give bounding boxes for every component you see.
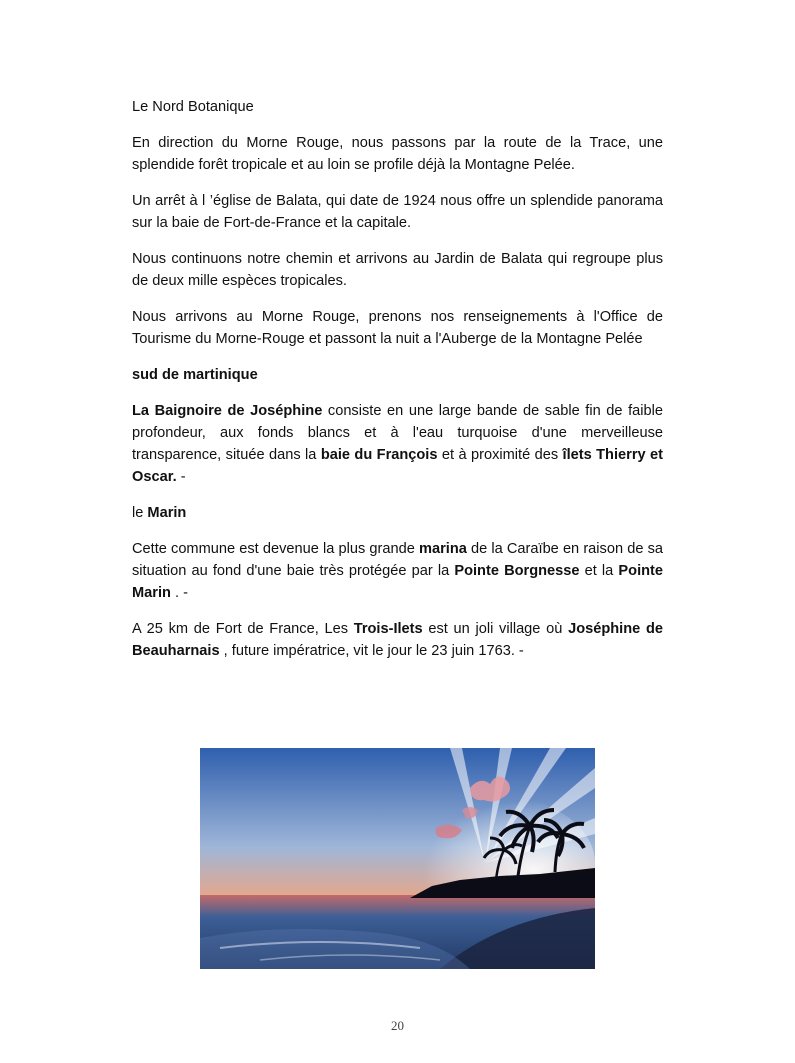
bold-pointe-marin: Pointe Marin — [132, 563, 664, 601]
section-title-nord: Le Nord Botanique — [132, 99, 254, 115]
text-span: A 25 km de Fort de France, Les — [132, 621, 354, 637]
paragraph-eglise-balata: Un arrêt à l ’église de Balata, qui date de 1924 nous offre un splendide panorama sur la baie de Fort-de-France et la capitale. — [132, 193, 663, 231]
text-span: Cette commune est devenue la plus grande — [132, 541, 419, 557]
section-title-sud: sud de martinique — [132, 367, 258, 383]
text-span: le — [132, 505, 148, 521]
text-span: et la — [579, 563, 619, 579]
text-span: de la Caraïbe en raison de sa situation au fond d'une baie très protégée par la — [132, 541, 663, 579]
bold-marin: Marin — [147, 505, 187, 521]
paragraph-jardin-balata: Nous continuons notre chemin et arrivons au Jardin de Balata qui regroupe plus de deux mille espèces tropicales. — [132, 251, 663, 289]
paragraph-route-trace: En direction du Morne Rouge, nous passons par la route de la Trace, une splendide forêt tropicale et au loin se profile déjà la Montagne Pelée. — [132, 135, 663, 173]
text-span: , future impératrice, vit le jour le 23 juin 1763. - — [219, 643, 524, 659]
sunset-beach-photo — [200, 748, 595, 969]
paragraph-morne-rouge: Nous arrivons au Morne Rouge, prenons nos renseignements à l'Office de Tourisme du Morne-Rouge et passont la nuit a l'Auberge de la Montagne Pelée — [132, 309, 663, 347]
paragraph-baignoire-josephine — [132, 400, 663, 488]
section-title-marin — [132, 502, 663, 524]
text-span: est un joli village où — [422, 621, 569, 637]
text-span: et à proximité des — [437, 447, 563, 463]
bold-baie-francois: baie du François — [320, 447, 438, 463]
sunset-beach-palm-trees-photo-icon — [200, 748, 595, 969]
text-span: consiste en une large bande de sable fin de faible profondeur, aux fonds blancs et à l'eau turquoise d'une merveilleuse transparence, située dans la — [132, 403, 663, 463]
bold-josephine-beauharnais: Joséphine de Beauharnais — [132, 621, 663, 659]
paragraph-trois-ilets — [132, 618, 663, 662]
bold-marina: marina — [419, 541, 467, 557]
text-span: . - — [170, 585, 188, 601]
page-number: 20 — [391, 1018, 404, 1033]
page-content — [132, 96, 663, 676]
bold-ilets: îlets Thierry et Oscar. — [132, 447, 663, 485]
paragraph-marina — [132, 538, 663, 604]
bold-trois-ilets: Trois-Ilets — [353, 621, 423, 637]
bold-pointe-borgnesse: Pointe Borgnesse — [454, 563, 580, 579]
text-span: - — [176, 469, 186, 485]
bold-baignoire: La Baignoire de Joséphine — [132, 403, 323, 419]
